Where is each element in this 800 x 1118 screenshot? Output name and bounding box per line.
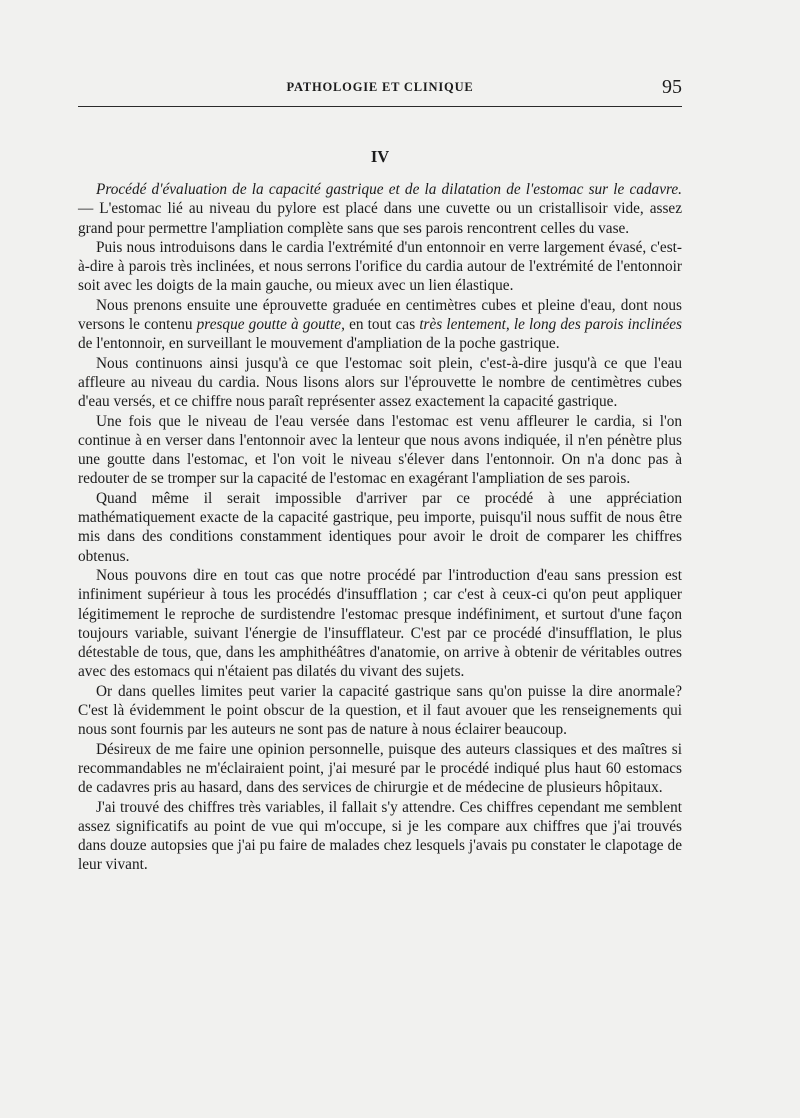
paragraph: Nous continuons ainsi jusqu'à ce que l'estomac soit plein, c'est-à-dire jusqu'à ce que l'eau affleure au niveau du cardia. Nous lisons alors sur l'éprouvette le nombre de centimètres cubes d'eau versés, et ce chiffre nous paraît représenter assez exactement la capacité gastrique. <box>78 354 682 411</box>
paragraph-heading: Procédé d'évaluation de la capacité gastrique et de la dilatation de l'estomac sur le cadavre. <box>96 181 682 198</box>
paragraph-text: en tout cas <box>344 316 420 334</box>
paragraph: Quand même il serait impossible d'arriver par ce procédé à une appréciation mathématiquement exacte de la capacité gastrique, peu importe, puisqu'il nous suffit de nous être mis dans des conditions constamment identiques pour avoir le droit de comparer les chiffres obtenus. <box>78 489 682 565</box>
paragraph: Désireux de me faire une opinion personnelle, puisque des auteurs classiques et des maîtres si recommandables ne m'éclairaient point, j'ai mesuré par le procédé indiqué plus haut 60 estomacs de cadavres pris au hasard, dans des services de chirurgie et de médecine de plusieurs hôpitaux. <box>78 740 682 797</box>
paragraph: J'ai trouvé des chiffres très variables, il fallait s'y attendre. Ces chiffres cependant me semblent assez significatifs au point de vue qui m'occupe, si je les compare aux chiffres que j'ai trouvés dans douze autopsies que j'ai pu faire de malades chez lesquels j'avais pu constater le clapotage de leur vivant. <box>78 798 682 874</box>
emphasis-text: presque goutte à goutte, <box>196 316 345 334</box>
paragraph <box>78 180 682 238</box>
running-title: PATHOLOGIE ET CLINIQUE <box>286 80 474 94</box>
section-numeral: IV <box>370 147 390 166</box>
paragraph: Une fois que le niveau de l'eau versée dans l'estomac est venu affleurer le cardia, si l'on continue à en verser dans l'entonnoir avec la lenteur que nous avons indiquée, il n'en pénètre plus une goutte dans l'estomac, et l'on voit le niveau s'élever dans l'entonnoir. On n'a donc pas à redouter de se tromper sur la capacité de l'estomac en exagérant l'ampliation de ses parois. <box>78 412 682 488</box>
paragraph: Nous pouvons dire en tout cas que notre procédé par l'introduction d'eau sans pression est infiniment supérieur à tous les procédés d'insufflation ; car c'est à ceux-ci qu'on peut appliquer légitimement le reproche de surdistendre l'estomac presque indéfiniment, et surtout d'une façon toujours variable, suivant l'énergie de l'insufflateur. C'est par ce procédé d'insufflation, le plus détestable de tous, que, dans les amphithéâtres d'anatomie, on arrive à obtenir de véritables outres avec des estomacs qui n'étaient pas dilatés du vivant des sujets. <box>78 566 682 681</box>
page-header <box>78 76 682 100</box>
body-text <box>78 180 682 875</box>
paragraph <box>78 296 682 354</box>
paragraph: Or dans quelles limites peut varier la capacité gastrique sans qu'on puisse la dire anormale? C'est là évidemment le point obscur de la question, et il faut avouer que les renseignements qui nous sont fournis par les auteurs ne sont pas de nature à nous éclairer beaucoup. <box>78 682 682 739</box>
paragraph: Puis nous introduisons dans le cardia l'extrémité d'un entonnoir en verre largement évasé, c'est-à-dire à parois très inclinées, et nous serrons l'orifice du cardia autour de l'extrémité de l'entonnoir soit avec les doigts de la main gauche, ou mieux avec un lien élastique. <box>78 238 682 295</box>
emphasis-text: très lentement, le long des parois inclinées <box>419 316 682 334</box>
header-rule <box>78 106 682 107</box>
paragraph-text: Nous prenons ensuite une éprouvette graduée en centimètres cubes et pleine d'eau, dont nous versons le contenu <box>78 296 682 334</box>
paragraph-text: de l'entonnoir, en surveillant le mouvement d'ampliation de la poche gastrique. <box>78 335 560 353</box>
page-number: 95 <box>662 76 682 98</box>
paragraph-text: — L'estomac lié au niveau du pylore est placé dans une cuvette ou un cristallisoir vide, assez grand pour permettre l'ampliation complète sans que ses parois rencontrent celles du vase. <box>78 200 682 237</box>
